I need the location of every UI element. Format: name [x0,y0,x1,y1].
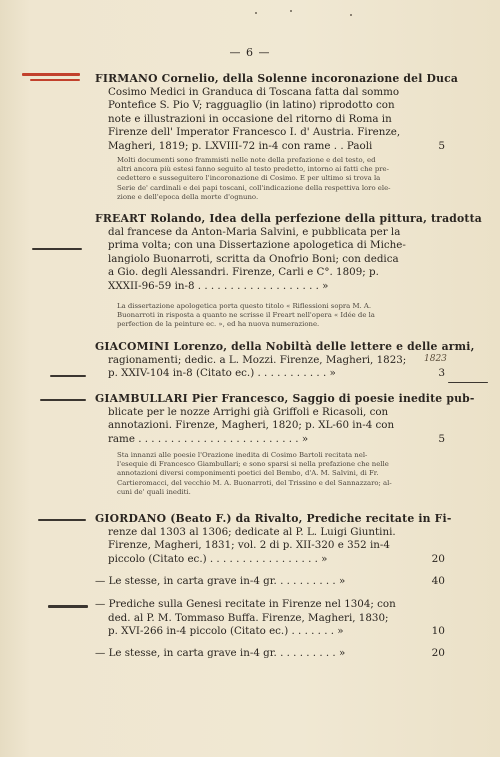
entry-line: p. XXIV-104 in-8 (Citato ec.) . . . . . . . . . . . » [108,367,336,380]
note-line: Molti documenti sono frammisti nelle note della prefazione e del testo, ed [117,156,376,164]
entry-giordano [95,512,452,566]
page-number: — 6 — [229,46,271,59]
entry-note [117,302,420,330]
red-margin-mark [22,73,80,76]
entry-line: piccolo (Citato ec.) . . . . . . . . . . . . . . . . . » [108,552,328,565]
entry-price: 5 [438,140,445,152]
pencil-margin-mark [40,399,86,401]
entry-line: langiolo Buonarroti, scritta da Onofrio Boni; con dedica [108,252,399,265]
entry-price: 10 [431,625,445,637]
entry-line: a Gio. degli Alessandri. Firenze, Carli e C°. 1809; p. [108,266,379,279]
entry-line: FIRMANO Cornelio, della Solenne incoronazione del Duca [95,72,459,85]
note-line: Buonarroti in risposta a quanto ne scrisse il Freart nell'opera « Idée de la [117,311,375,320]
entry-line: FREART Rolando, Idea della perfezione della pittura, tradotta [95,212,482,225]
entry-line: GIAMBULLARI Pier Francesco, Saggio di poesie inedite pub- [95,392,475,405]
entry-line: dal francese da Anton-Maria Salvini, e pubblicata per la [108,225,401,238]
entry-price: 20 [431,647,445,659]
entry-line: Pontefice S. Pio V; ragguaglio (in latino) riprodotto con [108,99,395,112]
note-line: annotazioni diversi componimenti poetici del Bembo, d'A. M. Salvini, di Fr. [117,469,379,478]
note-line: La dissertazione apologetica porta questo titolo « Riflessioni sopra M. A. [117,302,372,310]
paper-speck [290,10,292,12]
note-line: zione e dell'epoca della morte d'ognuno. [117,192,259,201]
entry-line: GIACOMINI Lorenzo, della Nobiltà delle lettere e delle armi, [95,340,475,353]
pencil-margin-mark [48,605,88,608]
entry-firmano [95,72,459,154]
red-margin-mark [30,79,80,81]
note-line: cuni de' quali inediti. [117,487,191,496]
entry-line: renze dal 1303 al 1306; dedicate al P. L. Luigi Giuntini. [108,525,396,538]
entry-line: Cosimo Medici in Granduca di Toscana fatta dal sommo [108,85,400,98]
note-line: cedettero e susseguitero l'incoronazione di Cosimo. E per ultimo si trova la [117,174,381,183]
entry-line: ragionamenti; dedic. a L. Mozzi. Firenze, Magheri, 1823; [108,353,407,366]
entry-prediche-grave [95,647,420,661]
note-line: Cartieromacci, del vecchio M. A. Buonarroti, del Trissino e del Sannazzaro; al- [117,478,392,487]
note-line: Sta innanzi alle poesie l'Orazione inedita di Cosimo Bartoli recitata nel- [117,451,368,459]
pencil-margin-mark [50,375,86,377]
pencil-margin-mark [32,248,82,250]
paper-speck [350,14,352,16]
entry-line: Firenze, Magheri, 1831; vol. 2 di p. XII-320 e 352 in-4 [108,539,390,552]
entry-prediche-genesi [95,598,420,639]
entry-line: p. XVI-266 in-4 piccolo (Citato ec.) . . . . . . . » [108,625,344,638]
note-line: Serie de' cardinali e dei papi toscani, coll'indicazione della respettiva loro ele- [117,183,391,192]
entry-giambullari [95,392,475,446]
entry-note [117,156,420,202]
note-line: altri ancora più estesi fanno seguito al testo predetto, intorno ai fatti che pre- [117,165,389,174]
paper-speck [255,12,257,14]
entry-line: — Le stesse, in carta grave in-4 gr. . . . . . . . . . » [95,575,346,587]
entry-line: note e illustrazioni in occasione del ritorno di Roma in [108,112,392,125]
entry-line: annotazioni. Firenze, Magheri, 1820; p. XL-60 in-4 con [108,419,395,432]
entry-line: Firenze dell' Imperator Francesco I. d' Austria. Firenze, [108,126,401,139]
entry-line: XXXII-96-59 in-8 . . . . . . . . . . . . . . . . . . . » [108,279,329,292]
note-line: perfection de la peinture ec. », ed ha nuova numerazione. [117,320,320,329]
entry-price: 5 [438,433,445,445]
entry-giordano-grave [95,575,420,589]
entry-price: 20 [431,553,445,565]
entry-line: ded. al P. M. Tommaso Buffa. Firenze, Magheri, 1830; [108,611,389,624]
note-line: l'esequie di Francesco Giambullari; e sono sparsi si nella prefazione che nelle [117,460,389,469]
entry-line: prima volta; con una Dissertazione apologetica di Miche- [108,239,406,252]
entry-freart [95,212,482,294]
entry-line: Magheri, 1819; p. LXVIII-72 in-4 con rame . . Paoli [108,139,373,152]
entry-giacomini [95,340,475,381]
entry-line: — Prediche sulla Genesi recitate in Firenze nel 1304; con [95,598,396,610]
pencil-margin-mark [448,382,488,383]
entry-line: rame . . . . . . . . . . . . . . . . . . . . . . . . . » [108,432,309,445]
entry-note [117,451,420,497]
entry-price: 40 [431,575,445,587]
entry-line: — Le stesse, in carta grave in-4 gr. . . . . . . . . . » [95,647,346,659]
entry-price: 3 [438,367,445,379]
pencil-margin-mark [38,519,86,521]
entry-line: GIORDANO (Beato F.) da Rivalto, Prediche recitate in Fi- [95,512,452,525]
entry-line: blicate per le nozze Arrighi già Griffoli e Ricasoli, con [108,405,389,418]
handwritten-annotation: 1823 [424,354,447,364]
